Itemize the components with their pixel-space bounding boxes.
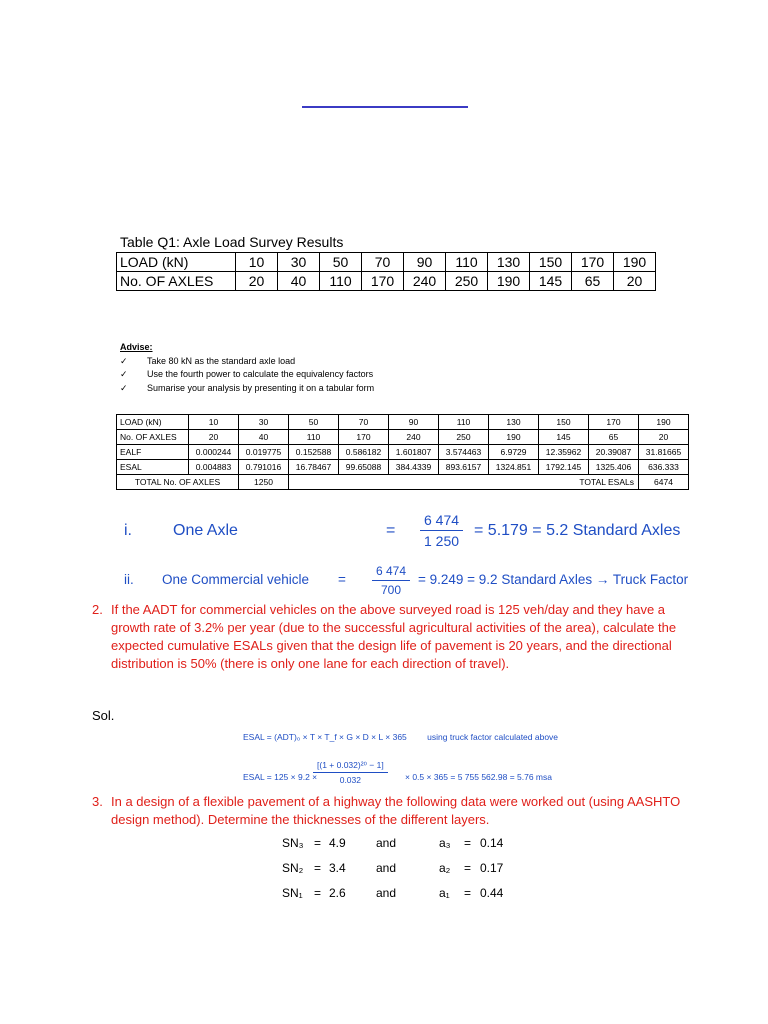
eq1-numerator: 6 474	[420, 510, 463, 531]
question-2	[92, 601, 692, 673]
sn-equals: =	[314, 836, 322, 850]
sn-and: and	[376, 886, 397, 900]
table1-cell: 70	[362, 253, 404, 272]
question-3	[92, 793, 692, 829]
table1-cell: 110	[446, 253, 488, 272]
table1-cell: 20	[614, 272, 656, 291]
total-esals-label: TOTAL ESALs	[289, 475, 639, 490]
sn-label: SN₁	[282, 886, 303, 900]
table1-load-row	[117, 253, 656, 272]
table1-cell: 10	[236, 253, 278, 272]
sn-and: and	[376, 861, 397, 875]
table2-cell: 1792.145	[539, 460, 589, 475]
table2-cell: 12.35962	[539, 445, 589, 460]
table2-load-label: LOAD (kN)	[117, 415, 189, 430]
table1-cell: 40	[278, 272, 320, 291]
q2-number: 2.	[92, 602, 103, 617]
table2-cell: 190	[489, 430, 539, 445]
esal-formula-text: ESAL = (ADT)₀ × T × T_f × G × D × L × 365	[243, 732, 407, 742]
table2-cell: 250	[439, 430, 489, 445]
table1-cell: 110	[320, 272, 362, 291]
title-underline	[302, 106, 468, 108]
table2-cell: 6.9729	[489, 445, 539, 460]
eq2-label: One Commercial vehicle	[162, 572, 310, 587]
table2-cell: 20	[639, 430, 689, 445]
check-icon: ✓	[120, 382, 128, 393]
table2-ealf-label: EALF	[117, 445, 189, 460]
advise-item	[120, 382, 374, 396]
sn-label: SN₃	[282, 836, 304, 850]
table2-cell: 20	[189, 430, 239, 445]
esal-calc-right: × 0.5 × 365 = 5 755 562.98 = 5.76 msa	[405, 772, 552, 782]
eq1-equals: =	[386, 522, 396, 539]
table2-cell: 0.004883	[189, 460, 239, 475]
table2-cell: 40	[239, 430, 289, 445]
table2-cell: 110	[289, 430, 339, 445]
eq1-numeral: i.	[124, 522, 132, 539]
table1-cell: 50	[320, 253, 362, 272]
eq2-result: = 9.249 = 9.2 Standard Axles → Truck Factor	[418, 572, 689, 587]
advise-item	[120, 368, 374, 382]
sn-and: and	[376, 836, 397, 850]
table1-cell: 250	[446, 272, 488, 291]
table1-axles-row	[117, 272, 656, 291]
advise-item-text: Take 80 kN as the standard axle load	[147, 355, 296, 366]
table2-cell: 31.81665	[639, 445, 689, 460]
table2-load-row	[117, 415, 689, 430]
table2-axles-label: No. OF AXLES	[117, 430, 189, 445]
table2-cell: 893.6157	[439, 460, 489, 475]
table1-cell: 65	[572, 272, 614, 291]
sn-value: 2.6	[329, 886, 346, 900]
coef-equals: =	[464, 861, 472, 875]
table1-cell: 20	[236, 272, 278, 291]
table2-cell: 190	[639, 415, 689, 430]
table2-axles-row	[117, 430, 689, 445]
eq1-denominator: 1 250	[424, 533, 460, 549]
advise-item	[120, 355, 374, 369]
table2-cell: 170	[589, 415, 639, 430]
table2-cell: 50	[289, 415, 339, 430]
table1-cell: 170	[572, 253, 614, 272]
check-icon: ✓	[120, 355, 128, 366]
table2-cell: 10	[189, 415, 239, 430]
table1-cell: 170	[362, 272, 404, 291]
advise-heading: Advise:	[120, 342, 153, 352]
table2-cell: 99.65088	[339, 460, 389, 475]
coef-equals: =	[464, 886, 472, 900]
table1-cell: 190	[488, 272, 530, 291]
table2-cell: 16.78467	[289, 460, 339, 475]
table2-cell: 70	[339, 415, 389, 430]
total-axles-label: TOTAL No. OF AXLES	[117, 475, 239, 490]
table2-cell: 240	[389, 430, 439, 445]
table1-cell: 190	[614, 253, 656, 272]
esal-calc-numerator: [(1 + 0.032)²⁰ − 1]	[313, 758, 388, 773]
table1-cell: 145	[530, 272, 572, 291]
sn-value: 3.4	[329, 861, 346, 875]
esal-calc-fraction	[313, 758, 388, 787]
sn-value: 4.9	[329, 836, 346, 850]
equation-one-axle	[124, 510, 694, 554]
table2-cell: 1324.851	[489, 460, 539, 475]
table2-total-row	[117, 475, 689, 490]
sn-equals: =	[314, 861, 322, 875]
check-icon: ✓	[120, 369, 128, 379]
q3-number: 3.	[92, 794, 103, 809]
eq1-label: One Axle	[173, 522, 238, 539]
coef-label: a₂	[439, 861, 451, 875]
table1-axles-label: No. OF AXLES	[117, 272, 236, 291]
solution-label: Sol.	[92, 708, 115, 723]
eq2-equals: =	[338, 572, 346, 587]
table2-cell: 0.019775	[239, 445, 289, 460]
table2-cell: 65	[589, 430, 639, 445]
advise-item-text: Sumarise your analysis by presenting it on a tabular form	[147, 382, 375, 393]
table1-cell: 240	[404, 272, 446, 291]
eq2-fraction	[372, 562, 410, 599]
table2-cell: 170	[339, 430, 389, 445]
table1-cell: 30	[278, 253, 320, 272]
esal-formula	[243, 732, 558, 742]
eq1-result: = 5.179 = 5.2 Standard Axles	[474, 522, 681, 539]
coef-value: 0.44	[480, 886, 504, 900]
esal-formula-note: using truck factor calculated above	[427, 732, 559, 742]
total-esals-value: 6474	[639, 475, 689, 490]
coef-label: a₃	[439, 836, 451, 850]
coef-label: a₁	[439, 886, 450, 900]
esal-analysis-table	[116, 414, 689, 490]
table2-cell: 0.586182	[339, 445, 389, 460]
table2-cell: 1325.406	[589, 460, 639, 475]
table2-cell: 384.4339	[389, 460, 439, 475]
table1-cell: 150	[530, 253, 572, 272]
sn-label: SN₂	[282, 861, 304, 875]
table2-cell: 130	[489, 415, 539, 430]
q2-text: If the AADT for commercial vehicles on the above surveyed road is 125 veh/day and they have a growth rate of 3.2% per year (due to the successful agricultural activities of the area), calculate the expected cumulative ESALs given that the design life of pavement is 20 years, and the directional distribution is 50% (there is only one lane for each direction of travel).	[111, 602, 677, 671]
axle-load-survey-table	[116, 252, 656, 291]
table2-cell: 30	[239, 415, 289, 430]
equation-commercial-vehicle	[124, 562, 694, 602]
table1-caption: Table Q1: Axle Load Survey Results	[120, 234, 344, 250]
coef-value: 0.17	[480, 861, 504, 875]
table2-cell: 150	[539, 415, 589, 430]
table2-cell: 0.152588	[289, 445, 339, 460]
table2-cell: 636.333	[639, 460, 689, 475]
table2-cell: 3.574463	[439, 445, 489, 460]
q3-text: In a design of a flexible pavement of a highway the following data were worked out (using AASHTO design method). Determine the thicknesses of the different layers.	[111, 794, 681, 827]
esal-calc-denominator: 0.032	[339, 775, 361, 785]
table1-cell: 90	[404, 253, 446, 272]
esal-calculation	[243, 758, 643, 794]
table2-esal-label: ESAL	[117, 460, 189, 475]
table1-cell: 130	[488, 253, 530, 272]
table1-load-label: LOAD (kN)	[117, 253, 236, 272]
advise-item-text: Use the fourth power to calculate the equivalency factors	[147, 369, 374, 379]
eq1-fraction	[420, 510, 463, 551]
table2-cell: 20.39087	[589, 445, 639, 460]
advise-block	[120, 341, 374, 395]
esal-calc-left: ESAL = 125 × 9.2 ×	[243, 772, 318, 782]
total-axles-value: 1250	[239, 475, 289, 490]
sn-equals: =	[314, 886, 322, 900]
table2-cell: 1.601807	[389, 445, 439, 460]
eq2-denominator: 700	[381, 583, 402, 597]
table2-ealf-row	[117, 445, 689, 460]
table2-cell: 0.000244	[189, 445, 239, 460]
coef-value: 0.14	[480, 836, 504, 850]
eq2-numeral: ii.	[124, 572, 134, 587]
table2-cell: 90	[389, 415, 439, 430]
table2-esal-row	[117, 460, 689, 475]
coef-equals: =	[464, 836, 472, 850]
table2-cell: 145	[539, 430, 589, 445]
table2-cell: 110	[439, 415, 489, 430]
eq2-numerator: 6 474	[372, 562, 410, 581]
table2-cell: 0.791016	[239, 460, 289, 475]
